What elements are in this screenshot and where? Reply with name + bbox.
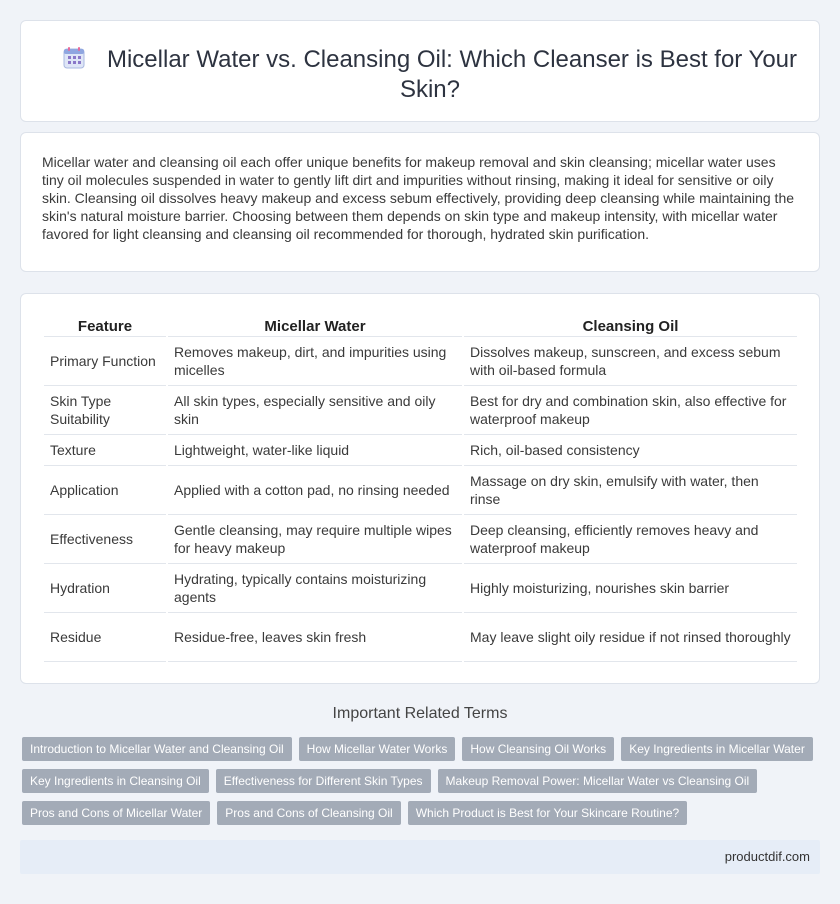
related-term-tag[interactable]: Key Ingredients in Micellar Water (621, 737, 813, 761)
oil-cell: May leave slight oily residue if not rinsed thoroughly (464, 613, 797, 662)
micellar-cell: Gentle cleansing, may require multiple wipes for heavy makeup (168, 515, 462, 564)
micellar-cell: Hydrating, typically contains moisturizing agents (168, 564, 462, 613)
related-terms-heading: Important Related Terms (332, 705, 508, 722)
oil-cell: Dissolves makeup, sunscreen, and excess sebum with oil-based formula (464, 337, 797, 386)
related-term-tag[interactable]: Key Ingredients in Cleansing Oil (22, 769, 209, 793)
feature-cell: Texture (44, 435, 166, 466)
micellar-cell: Residue-free, leaves skin fresh (168, 613, 462, 662)
feature-cell: Hydration (44, 564, 166, 613)
comparison-card (20, 293, 820, 684)
related-term-tag[interactable]: Pros and Cons of Cleansing Oil (217, 801, 400, 825)
table-row (44, 613, 797, 662)
calendar-grid-icon (63, 47, 85, 69)
feature-cell: Residue (44, 613, 166, 662)
header-cleansing-oil: Cleansing Oil (464, 315, 797, 337)
table-header-row (44, 315, 797, 337)
related-term-tag[interactable]: Pros and Cons of Micellar Water (22, 801, 210, 825)
tag-row (22, 769, 822, 793)
feature-cell: Primary Function (44, 337, 166, 386)
footer (20, 840, 820, 874)
oil-cell: Rich, oil-based consistency (464, 435, 797, 466)
oil-cell: Best for dry and combination skin, also effective for waterproof makeup (464, 386, 797, 435)
related-term-tag[interactable]: How Cleansing Oil Works (462, 737, 614, 761)
tag-row (22, 801, 822, 825)
feature-cell: Effectiveness (44, 515, 166, 564)
intro-text: Micellar water and cleansing oil each offer unique benefits for makeup removal and skin cleansing; micellar water uses tiny oil molecules suspended in water to gently lift dirt and impurities without rinsing, making it ideal for sensitive or oily skin. Cleansing oil dissolves heavy makeup and excess sebum effectively, providing deep cleansing while maintaining the skin's natural moisture barrier. Choosing between them depends on skin type and makeup intensity, with micellar water favored for light cleansing and cleansing oil recommended for thorough, hydrated skin purification. (42, 154, 795, 242)
tag-row (22, 737, 822, 761)
header-card (20, 20, 820, 122)
related-terms-tags (22, 737, 822, 833)
table-row (44, 466, 797, 515)
micellar-cell: Applied with a cotton pad, no rinsing needed (168, 466, 462, 515)
related-term-tag[interactable]: Introduction to Micellar Water and Cleansing Oil (22, 737, 292, 761)
related-term-tag[interactable]: How Micellar Water Works (299, 737, 456, 761)
footer-site-link[interactable]: productdif.com (724, 849, 810, 864)
related-term-tag[interactable]: Makeup Removal Power: Micellar Water vs Cleansing Oil (438, 769, 758, 793)
related-term-tag[interactable]: Which Product is Best for Your Skincare Routine? (408, 801, 687, 825)
table-row (44, 515, 797, 564)
table-row (44, 564, 797, 613)
table-row (44, 386, 797, 435)
comparison-table (42, 315, 799, 662)
feature-cell: Application (44, 466, 166, 515)
micellar-cell: Lightweight, water-like liquid (168, 435, 462, 466)
related-term-tag[interactable]: Effectiveness for Different Skin Types (216, 769, 431, 793)
oil-cell: Deep cleansing, efficiently removes heavy and waterproof makeup (464, 515, 797, 564)
feature-cell: Skin Type Suitability (44, 386, 166, 435)
micellar-cell: All skin types, especially sensitive and oily skin (168, 386, 462, 435)
oil-cell: Highly moisturizing, nourishes skin barrier (464, 564, 797, 613)
micellar-cell: Removes makeup, dirt, and impurities using micelles (168, 337, 462, 386)
header-feature: Feature (44, 315, 166, 337)
header-micellar-water: Micellar Water (168, 315, 462, 337)
page-title: Micellar Water vs. Cleansing Oil: Which Cleanser is Best for Your Skin? (106, 46, 798, 103)
table-row (44, 435, 797, 466)
intro-card (20, 132, 820, 272)
table-row (44, 337, 797, 386)
oil-cell: Massage on dry skin, emulsify with water, then rinse (464, 466, 797, 515)
page-title-wrap (61, 45, 799, 105)
